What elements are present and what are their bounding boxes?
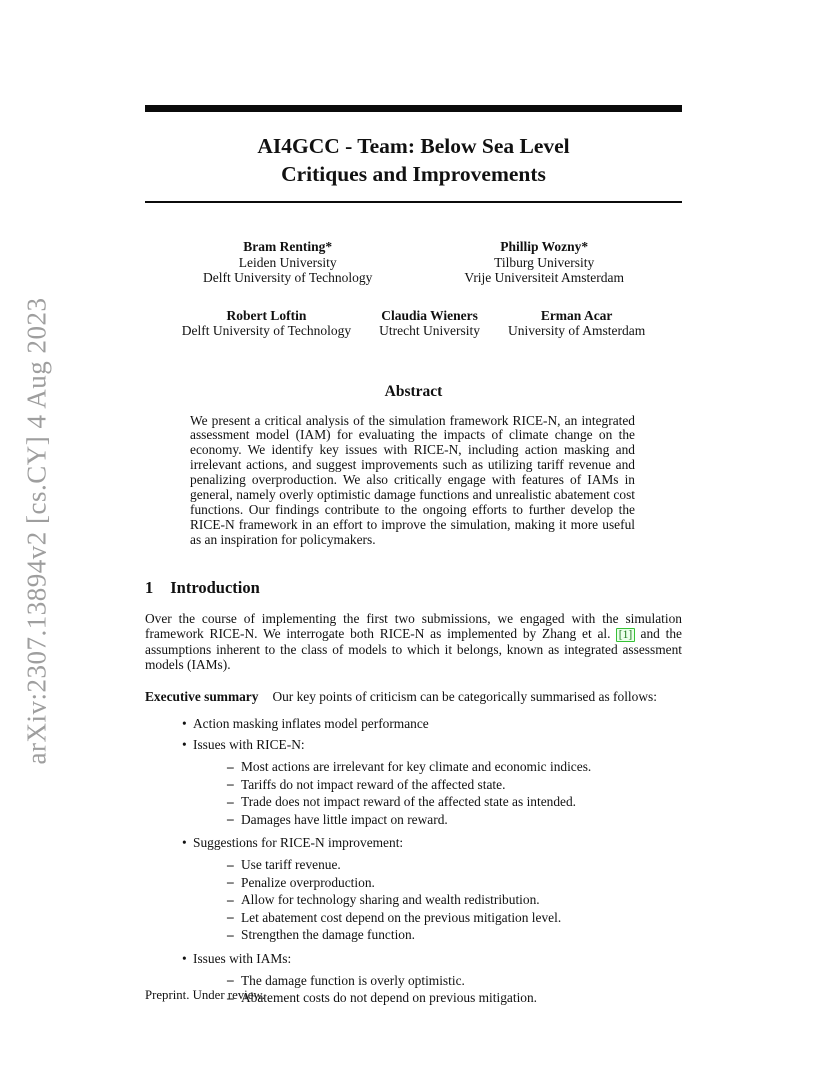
authors-row-2 <box>145 308 682 339</box>
sub-bullet-item: – Trade does not impact reward of the affected state as intended. <box>145 793 682 811</box>
executive-summary-text: Our key points of criticism can be categorically summarised as follows: <box>272 689 657 705</box>
criticism-bullet-list <box>145 716 682 1007</box>
introduction-paragraph <box>145 611 682 673</box>
sub-bullet-item: – Penalize overproduction. <box>145 874 682 892</box>
executive-summary-paragraph <box>145 689 682 704</box>
author-name: Erman Acar <box>540 307 613 323</box>
sub-bullet-item: – The damage function is overly optimistic. <box>145 972 682 990</box>
author-robert-loftin <box>182 308 351 339</box>
author-name: Phillip Wozny* <box>500 239 589 254</box>
bullet-item: • Issues with IAMs: <box>145 951 682 967</box>
sub-bullet-item: – Most actions are irrelevant for key climate and economic indices. <box>145 758 682 776</box>
author-name: Robert Loftin <box>226 307 307 323</box>
intro-text-before-citation: Over the course of implementing the first two submissions, we engaged with the simulation framework RICE-N. We interrogate both RICE-N as implemented by Zhang et al. <box>145 610 682 641</box>
bullet-item: • Issues with RICE-N: <box>145 737 682 753</box>
author-affiliation: Leiden University <box>238 254 337 270</box>
sub-bullet-item: – Abatement costs do not depend on previous mitigation. <box>145 989 682 1007</box>
author-bram-renting <box>203 239 372 286</box>
author-phillip-wozny <box>464 239 624 286</box>
abstract-text: We present a critical analysis of the simulation framework RICE-N, an integrated assessment model (IAM) for evaluating the impacts of climate change on the economy. We identify key issues with RICE-N, including action masking and irrelevant actions, and suggest improvements such as utilizing tariff revenue and penalizing overproduction. We also critically engage with features of IAMs in general, namely overly optimistic damage functions and unrealistic abatement cost functions. Our findings contribute to the ongoing efforts to further develop the RICE-N framework in an effort to improve the simulation, making it more useful as an inspiration for policymakers. <box>190 412 635 547</box>
paper-title-line1: AI4GCC - Team: Below Sea Level <box>257 134 570 158</box>
author-affiliation: Vrije Universiteit Amsterdam <box>464 270 625 285</box>
sub-bullet-item: – Let abatement cost depend on the previous mitigation level. <box>145 909 682 927</box>
abstract-heading: Abstract <box>384 382 443 400</box>
author-affiliation: University of Amsterdam <box>508 323 646 338</box>
sub-bullet-group <box>145 758 682 828</box>
executive-summary-label: Executive summary <box>145 689 259 705</box>
author-name: Claudia Wieners <box>381 307 478 323</box>
bullet-item: • Action masking inflates model performance <box>145 716 682 732</box>
author-affiliation: Utrecht University <box>379 323 481 338</box>
author-affiliation: Delft University of Technology <box>202 270 373 285</box>
section-number: 1 <box>145 577 154 597</box>
author-claudia-wieners <box>379 308 480 339</box>
sub-bullet-group <box>145 856 682 944</box>
author-erman-acar <box>508 308 645 339</box>
section-label: Introduction <box>170 577 260 597</box>
top-thick-rule <box>145 105 682 112</box>
sub-bullet-item: – Damages have little impact on reward. <box>145 811 682 829</box>
author-affiliation: Tilburg University <box>494 254 595 270</box>
sub-bullet-item: – Tariffs do not impact reward of the affected state. <box>145 776 682 794</box>
citation-link-1[interactable]: [1] <box>616 628 634 642</box>
title-bottom-rule <box>145 201 682 203</box>
author-name: Bram Renting* <box>243 239 333 254</box>
sub-bullet-item: – Strengthen the damage function. <box>145 926 682 944</box>
intro-text-after-citation: and the assumptions inherent to the class of models to which it belongs, known as integrated assessment models (IAMs). <box>145 625 683 673</box>
arxiv-watermark: arXiv:2307.13894v2 [cs.CY] 4 Aug 2023 <box>21 297 52 765</box>
author-affiliation: Delft University of Technology <box>181 323 352 338</box>
bullet-item: • Suggestions for RICE-N improvement: <box>145 835 682 851</box>
paper-content <box>145 0 682 1014</box>
sub-bullet-item: – Allow for technology sharing and wealth redistribution. <box>145 891 682 909</box>
paper-title-line2: Critiques and Improvements <box>281 162 546 186</box>
paper-title <box>145 132 682 188</box>
section-heading-introduction <box>145 578 682 598</box>
authors-row-1 <box>145 239 682 286</box>
preprint-footer-note: Preprint. Under review. <box>145 988 265 1002</box>
sub-bullet-item: – Use tariff revenue. <box>145 856 682 874</box>
